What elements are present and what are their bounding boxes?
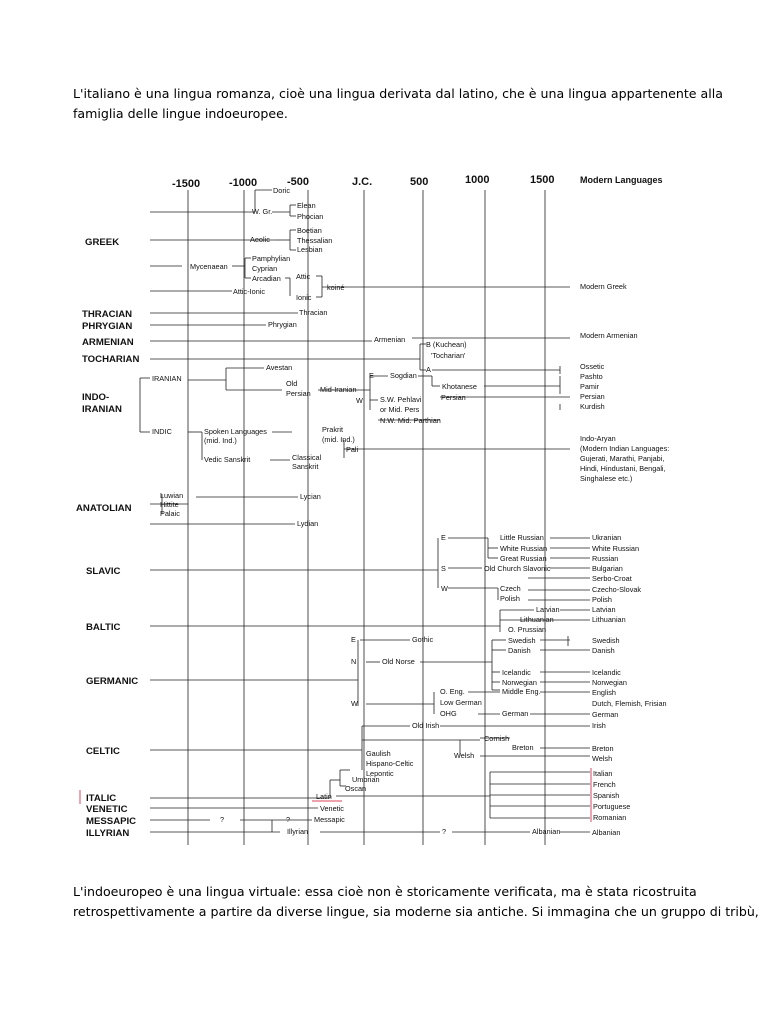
language-label: Thessalian: [297, 236, 333, 245]
language-label: Little Russian: [500, 533, 544, 542]
modern-language-label: Ossetic: [580, 362, 605, 371]
language-label: Sogdian: [390, 371, 417, 380]
modern-language-label: Latvian: [592, 605, 616, 614]
language-label: Spoken Languages: [204, 427, 267, 436]
language-labels: [152, 186, 669, 837]
language-label: Czech: [500, 584, 521, 593]
language-label: Luwian: [160, 491, 184, 500]
language-label: Old: [286, 379, 298, 388]
modern-language-label: White Russian: [592, 544, 640, 553]
language-label: INDIC: [152, 427, 172, 436]
language-label: Attic-Ionic: [233, 287, 266, 296]
language-label: (mid. Ind.): [322, 435, 355, 444]
family-label: TOCHARIAN: [82, 354, 140, 365]
modern-language-label: Gujerati, Marathi, Panjabi,: [580, 454, 665, 463]
language-label: Attic: [296, 272, 311, 281]
language-label: Swedish: [508, 636, 536, 645]
modern-language-label: Portuguese: [593, 802, 631, 811]
language-label: Persian: [441, 393, 466, 402]
modern-language-label: Romanian: [593, 813, 627, 822]
language-label: Low German: [440, 698, 482, 707]
language-label: Latin: [316, 792, 332, 801]
language-label: Umbrian: [352, 775, 380, 784]
language-label: E: [351, 635, 356, 644]
language-label: A: [426, 365, 431, 374]
year-label: J.C.: [352, 176, 373, 188]
family-label: MESSAPIC: [86, 816, 137, 827]
modern-language-label: Lithuanian: [592, 615, 626, 624]
language-label: Thracian: [299, 308, 328, 317]
modern-language-label: (Modern Indian Languages:: [580, 444, 670, 453]
language-label: Gaulish: [366, 749, 391, 758]
modern-language-label: Indo-Aryan: [580, 434, 616, 443]
language-label: Sanskrit: [292, 462, 319, 471]
year-label: 1000: [465, 174, 490, 186]
modern-language-label: French: [593, 780, 616, 789]
modern-languages-header: Modern Languages: [580, 175, 663, 185]
language-label: Lepontic: [366, 769, 394, 778]
language-label: 'Tocharian': [431, 351, 466, 360]
language-label: Old Church Slavonic: [484, 564, 551, 573]
language-label: Illyrian: [287, 827, 309, 836]
language-label: Avestan: [266, 363, 293, 372]
modern-language-label: Spanish: [593, 791, 620, 800]
language-label: B (Kuchean): [426, 340, 467, 349]
language-label: Aeolic: [250, 235, 270, 244]
language-label: S.W. Pehlavi: [380, 395, 422, 404]
modern-language-label: Russian: [592, 554, 619, 563]
modern-language-label: Hindi, Hindustani, Bengali,: [580, 464, 666, 473]
language-label: Middle Eng.: [502, 687, 541, 696]
language-label: Welsh: [454, 751, 475, 760]
language-label: Albanian: [532, 827, 561, 836]
family-label: ARMENIAN: [82, 337, 134, 348]
modern-language-label: Irish: [592, 721, 606, 730]
year-label: -1500: [172, 178, 201, 190]
language-label: Mycenaean: [190, 262, 228, 271]
language-label: Vedic Sanskrit: [204, 455, 251, 464]
modern-language-label: Polish: [592, 595, 612, 604]
modern-language-label: Modern Greek: [580, 282, 627, 291]
family-label: SLAVIC: [86, 566, 121, 577]
language-label: Pali: [346, 445, 359, 454]
language-label: Doric: [273, 186, 291, 195]
modern-language-label: Breton: [592, 744, 614, 753]
year-label: -1000: [229, 177, 258, 189]
language-label: Breton: [512, 743, 534, 752]
language-label: Lydian: [297, 519, 319, 528]
modern-language-label: Welsh: [592, 754, 613, 763]
language-label: Elean: [297, 201, 316, 210]
modern-language-label: Modern Armenian: [580, 331, 638, 340]
modern-language-label: Ukranian: [592, 533, 622, 542]
language-label: Armenian: [374, 335, 406, 344]
modern-language-label: Serbo-Croat: [592, 574, 632, 583]
language-label: Lithuanian: [520, 615, 554, 624]
language-label: Boetian: [297, 226, 322, 235]
modern-language-label: Italian: [593, 769, 613, 778]
language-label: Messapic: [314, 815, 345, 824]
outro-line: L'indoeuropeo è una lingua virtuale: essa cioè non è storicamente verificata, ma è stata ricostruita: [73, 884, 697, 899]
timeline-header: [172, 174, 663, 190]
language-label: ?: [442, 827, 447, 836]
language-label: N.W. Mid. Parthian: [380, 416, 441, 425]
outro-line: retrospettivamente a partire da diverse lingue, sia moderne sia antiche. Si immagina che un gruppo di tribù,: [73, 904, 759, 919]
family-label: IRANIAN: [82, 404, 122, 415]
language-label: Lesbian: [297, 245, 323, 254]
language-label: Phrygian: [268, 320, 297, 329]
family-label: VENETIC: [86, 804, 128, 815]
language-label: German: [502, 709, 529, 718]
language-label: Hispano-Celtic: [366, 759, 414, 768]
language-label: S: [441, 564, 446, 573]
language-label: W. Gr.: [252, 207, 273, 216]
family-label: CELTIC: [86, 746, 120, 757]
modern-language-label: Pashto: [580, 372, 603, 381]
modern-language-label: Singhalese etc.): [580, 474, 633, 483]
language-label: Phocian: [297, 212, 324, 221]
language-label: W: [351, 699, 358, 708]
family-labels: [76, 237, 139, 839]
family-label: GERMANIC: [86, 676, 139, 687]
language-label: W: [356, 396, 363, 405]
language-label: O. Prussian: [508, 625, 547, 634]
modern-language-label: Pamir: [580, 382, 600, 391]
family-label: PHRYGIAN: [82, 321, 133, 332]
language-label: Mid-Iranian: [320, 385, 357, 394]
language-label: Arcadian: [252, 274, 281, 283]
language-label: W: [441, 584, 448, 593]
modern-language-label: German: [592, 710, 619, 719]
language-label: Pamphylian: [252, 254, 291, 263]
outro-paragraph: [73, 882, 759, 922]
modern-language-label: Dutch, Flemish, Frisian: [592, 699, 667, 708]
modern-language-label: Persian: [580, 392, 605, 401]
language-label: Hittite: [160, 500, 179, 509]
language-label: Icelandic: [502, 668, 531, 677]
language-label: Norwegian: [502, 678, 537, 687]
language-label: Polish: [500, 594, 520, 603]
language-label: Cyprian: [252, 264, 278, 273]
language-label: ?: [286, 815, 291, 824]
language-label: Old Irish: [412, 721, 440, 730]
modern-language-label: Icelandic: [592, 668, 621, 677]
modern-language-label: Bulgarian: [592, 564, 623, 573]
intro-line: L'italiano è una lingua romanza, cioè una lingua derivata dal latino, che è una lingua appartenente alla: [73, 86, 723, 101]
language-label: Venetic: [320, 804, 344, 813]
language-label: Latvian: [536, 605, 560, 614]
modern-language-label: Albanian: [592, 828, 621, 837]
intro-line: famiglia delle lingue indoeuropee.: [73, 106, 288, 121]
family-label: INDO-: [82, 392, 110, 403]
modern-language-label: English: [592, 688, 616, 697]
language-label: Danish: [508, 646, 531, 655]
year-label: 500: [410, 176, 429, 188]
language-label: (mid. Ind.): [204, 436, 237, 445]
modern-language-label: Kurdish: [580, 402, 605, 411]
modern-language-label: Danish: [592, 646, 615, 655]
modern-language-label: Norwegian: [592, 678, 627, 687]
language-label: Gothic: [412, 635, 434, 644]
language-label: Cornish: [484, 734, 510, 743]
language-label: E: [369, 371, 374, 380]
language-label: O. Eng.: [440, 687, 465, 696]
language-label: N: [351, 657, 357, 666]
language-label: Persian: [286, 389, 311, 398]
family-label: ILLYRIAN: [86, 828, 130, 839]
language-label: Classical: [292, 453, 322, 462]
language-label: Great Russian: [500, 554, 547, 563]
language-label: Old Norse: [382, 657, 415, 666]
language-label: IRANIAN: [152, 374, 182, 383]
year-label: 1500: [530, 174, 555, 186]
language-label: Ionic: [296, 293, 312, 302]
language-label: White Russian: [500, 544, 548, 553]
language-label: Palaic: [160, 509, 180, 518]
language-label: Lycian: [300, 492, 321, 501]
language-label: OHG: [440, 709, 457, 718]
year-label: -500: [287, 176, 310, 188]
family-label: GREEK: [85, 237, 120, 248]
family-label: THRACIAN: [82, 309, 133, 320]
language-label: ?: [220, 815, 225, 824]
language-label: Khotanese: [442, 382, 477, 391]
modern-language-label: Czecho-Slovak: [592, 585, 642, 594]
language-label: or Mid. Pers: [380, 405, 420, 414]
language-label: Oscan: [345, 784, 367, 793]
language-label: E: [441, 533, 446, 542]
language-label: Prakrit: [322, 425, 344, 434]
language-label: koiné: [327, 283, 345, 292]
family-label: ITALIC: [86, 793, 117, 804]
family-label: ANATOLIAN: [76, 503, 132, 514]
family-label: BALTIC: [86, 622, 121, 633]
modern-language-label: Swedish: [592, 636, 620, 645]
